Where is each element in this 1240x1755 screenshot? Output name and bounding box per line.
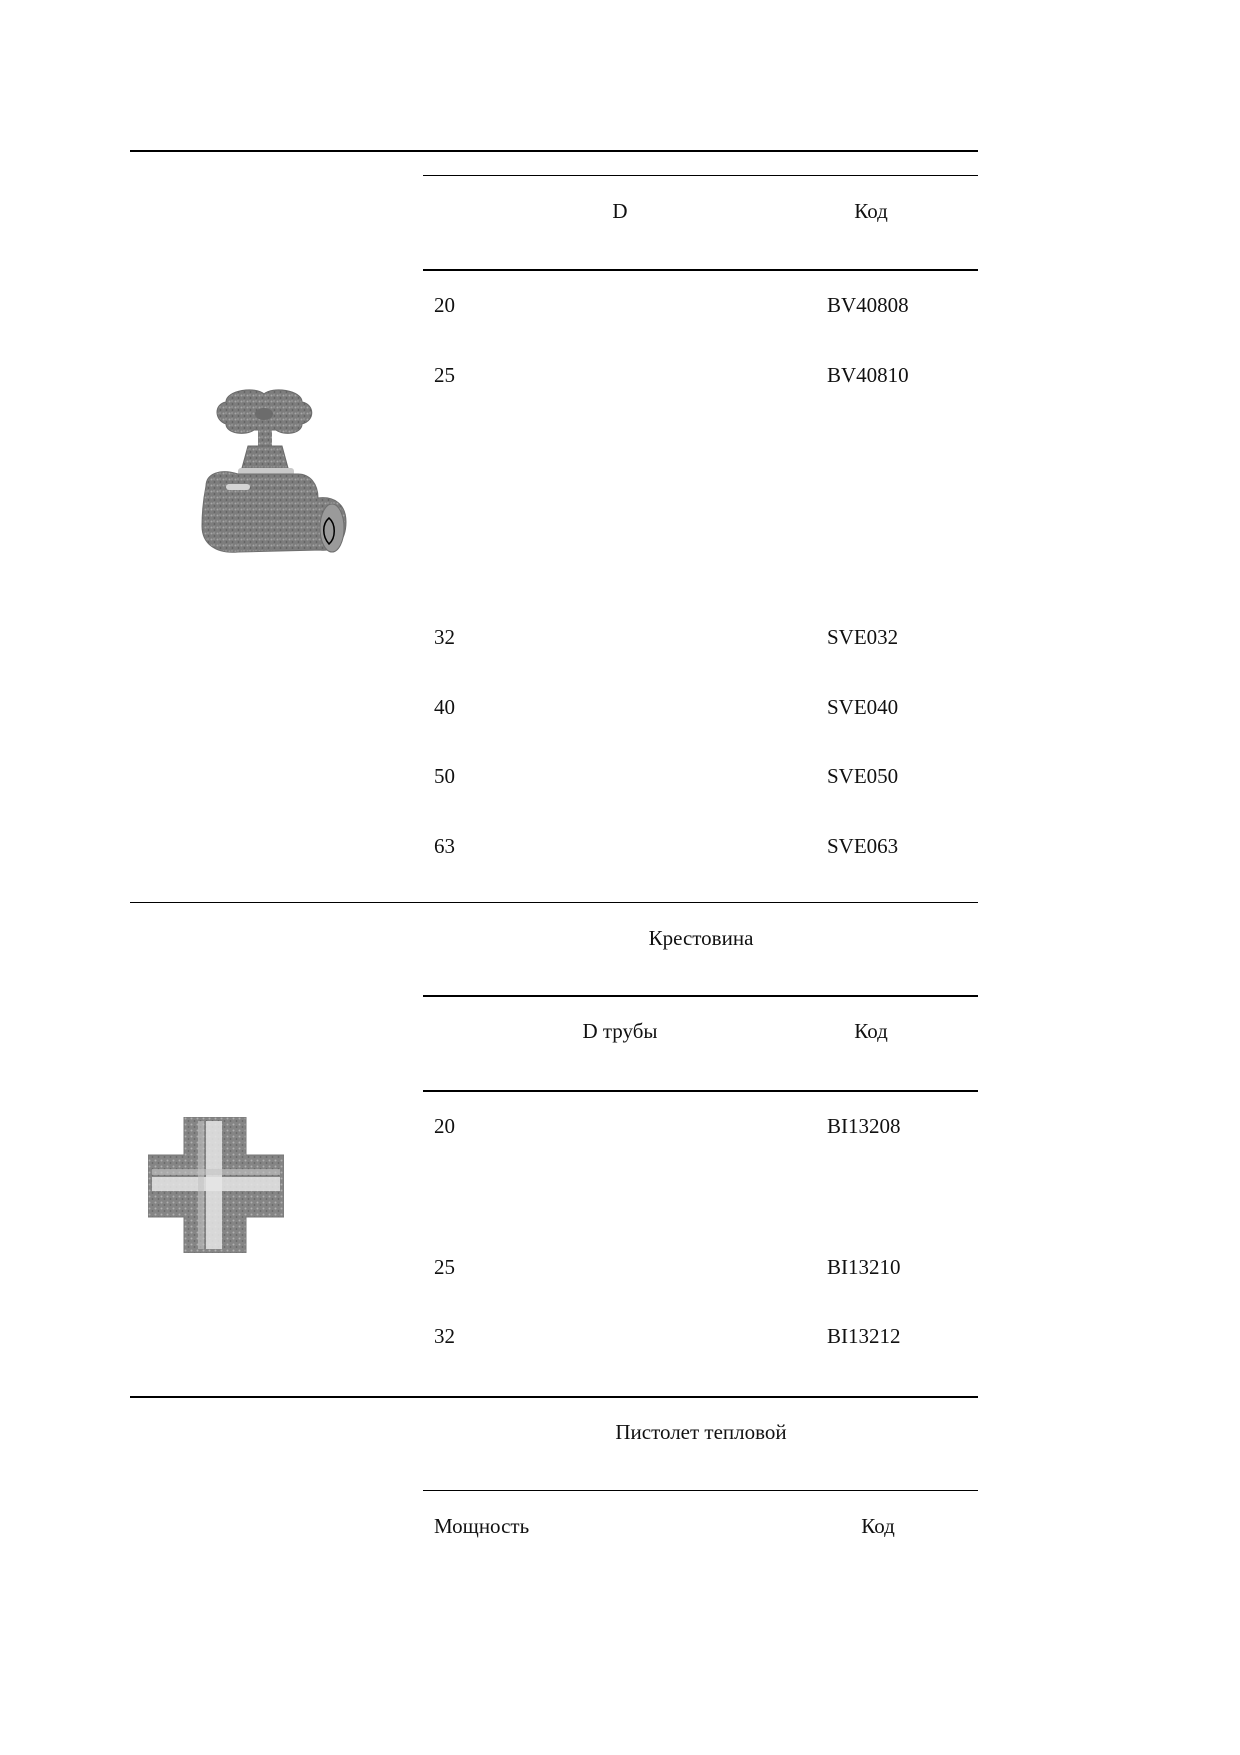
table-header-bottom-rule — [423, 1090, 978, 1092]
section-title: Крестовина — [648, 926, 754, 950]
section-top-rule — [130, 150, 978, 152]
row-code: BI13208 — [827, 1114, 901, 1138]
column-header-size: D трубы — [582, 1019, 658, 1043]
table-header-bottom-rule — [423, 269, 978, 271]
row-code: SVE040 — [827, 695, 899, 719]
row-size: 32 — [434, 625, 455, 649]
column-header-code: Код — [854, 199, 888, 223]
row-code: BV40810 — [827, 363, 909, 387]
row-code: BV40808 — [827, 293, 909, 317]
table-header-top-rule — [423, 175, 978, 176]
row-size: 25 — [434, 363, 455, 387]
cross-fitting-icon — [148, 1117, 284, 1253]
globe-valve-icon — [198, 388, 356, 584]
column-header-code: Код — [861, 1514, 895, 1538]
row-size: 32 — [434, 1324, 455, 1348]
section-bottom-rule — [130, 902, 978, 903]
row-size: 25 — [434, 1255, 455, 1279]
column-header-size: D — [612, 199, 628, 223]
row-size: 20 — [434, 293, 455, 317]
section-title: Пистолет тепловой — [615, 1420, 787, 1444]
section-bottom-rule — [130, 1396, 978, 1398]
table-header-top-rule — [423, 995, 978, 997]
row-size: 40 — [434, 695, 455, 719]
row-code: SVE032 — [827, 625, 899, 649]
row-size: 20 — [434, 1114, 455, 1138]
column-header-code: Код — [854, 1019, 888, 1043]
row-code: BI13212 — [827, 1324, 901, 1348]
row-size: 50 — [434, 764, 455, 788]
column-header-power: Мощность — [434, 1514, 530, 1538]
row-code: SVE063 — [827, 834, 899, 858]
row-code: SVE050 — [827, 764, 899, 788]
table-header-top-rule — [423, 1490, 978, 1491]
row-code: BI13210 — [827, 1255, 901, 1279]
row-size: 63 — [434, 834, 455, 858]
